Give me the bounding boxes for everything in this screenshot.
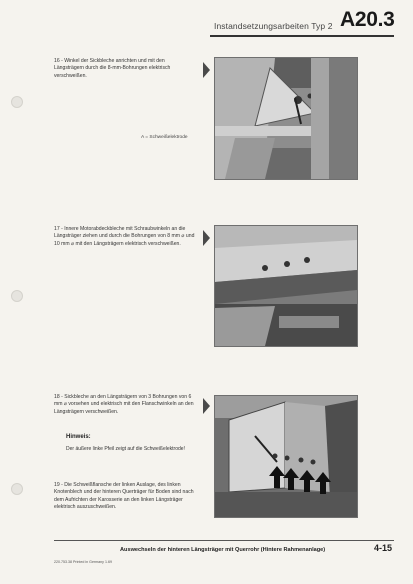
photo-step-18-image (215, 396, 357, 517)
pointer-arrow-icon (203, 62, 210, 78)
step-16-text: 16 - Winkel der Sickbleche anrichten und mit den Längsträgern durch die 8-mm-Bohrungen elektrisch verschweißen. (54, 58, 171, 79)
hint-title: Hinweis: (66, 434, 91, 440)
photo-step-16-image (215, 58, 357, 179)
section-code: A20.3 (340, 8, 395, 31)
punch-hole-middle (11, 290, 23, 302)
step-19-text: 19 - Die Schweißflansche der linken Auslage, des linken Knotenblech und der hinteren Querträger für Boden sind nach dem Aufrichten der Karosserie an den linken Längsträger elektrisch auszuschweißen. (54, 482, 194, 511)
photo-step-17 (214, 225, 358, 347)
print-note: 220.753.38 Printed in Germany 1.69 (54, 560, 112, 564)
section-title: Instandsetzungsarbeiten Typ 2 (214, 21, 333, 31)
punch-hole-bottom (11, 483, 23, 495)
step-18-text: 18 - Sickbleche an den Längsträgern von 3 Bohrungen von 6 mm ⌀ vorsehen und elektrisch mit den Flanschwinkeln an den Längsträgern verschweißen. (54, 394, 194, 415)
pointer-arrow-icon (203, 230, 210, 246)
hint-text: Der äußere linke Pfeil zeigt auf die Schweißelektrode! (66, 446, 185, 452)
step-17-text: 17 - Innere Motorabdeckbleche mit Schraubwinkeln an die Längsträger ziehen und durch die Bohrungen von 8 mm ⌀ und 10 mm ⌀ mit den Längsträgern elektrisch verschweißen. (54, 226, 195, 247)
page-number: 4-15 (374, 543, 393, 553)
footer-rule (54, 540, 394, 541)
photo-step-17-image (215, 226, 357, 346)
punch-hole-top (11, 96, 23, 108)
header-rule (210, 35, 394, 37)
footer-title: Auswechseln der hinteren Längsträger mit Querrohr (Hintere Rahmenanlage) (120, 547, 326, 553)
pointer-arrow-icon (203, 398, 210, 414)
photo-step-18 (214, 395, 358, 518)
photo-step-16 (214, 57, 358, 180)
step-16-caption: A = Schweißelektrode (141, 135, 188, 140)
